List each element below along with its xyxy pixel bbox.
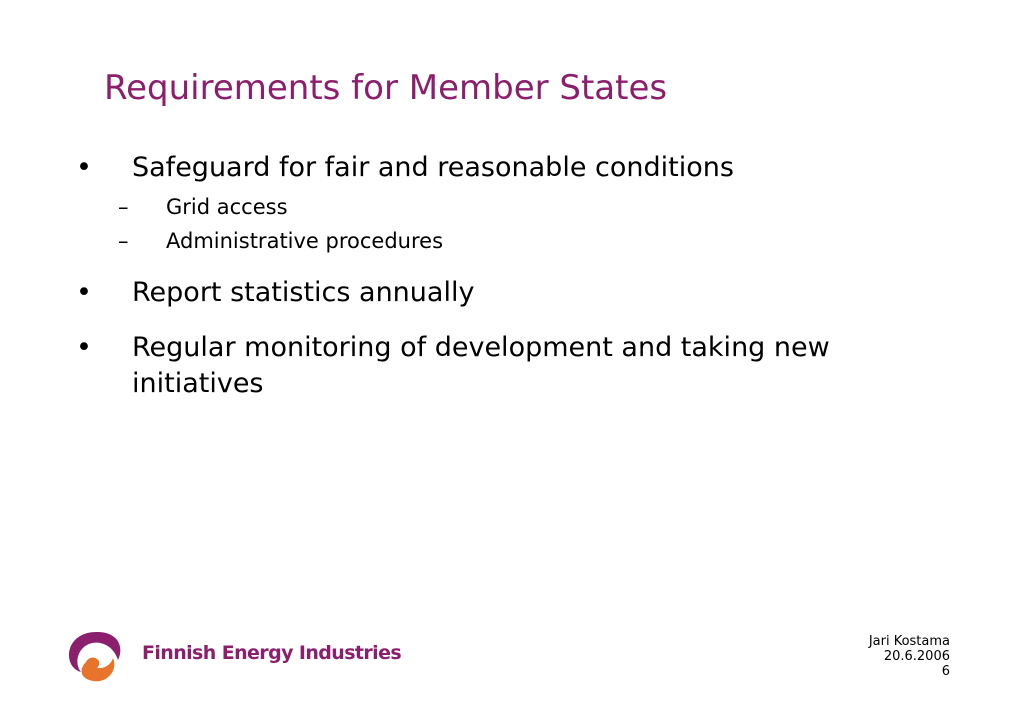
sub-bullet-text: Administrative procedures — [166, 229, 444, 253]
footer-info — [869, 634, 950, 679]
sub-bullet-marker: – — [118, 229, 129, 253]
sub-bullet-marker: – — [118, 195, 129, 219]
finnish-energy-industries-logo-icon — [66, 628, 132, 684]
presentation-date: 20.6.2006 — [883, 649, 950, 664]
bullet-marker: • — [76, 152, 92, 183]
bullet-marker: • — [76, 332, 92, 363]
page-number: 6 — [941, 664, 950, 679]
logo-text: Finnish Energy Industries — [142, 642, 402, 664]
author-name: Jari Kostama — [868, 634, 950, 649]
company-logo — [66, 628, 402, 684]
sub-bullet-text: Grid access — [166, 195, 288, 219]
bullet-text: Safeguard for fair and reasonable conditions — [132, 152, 734, 183]
bullet-text: Report statistics annually — [132, 277, 475, 308]
slide-title: Requirements for Member States — [104, 68, 668, 108]
bullet-text: Regular monitoring of development and taking new initiatives — [132, 332, 830, 399]
bullet-marker: • — [76, 277, 92, 308]
